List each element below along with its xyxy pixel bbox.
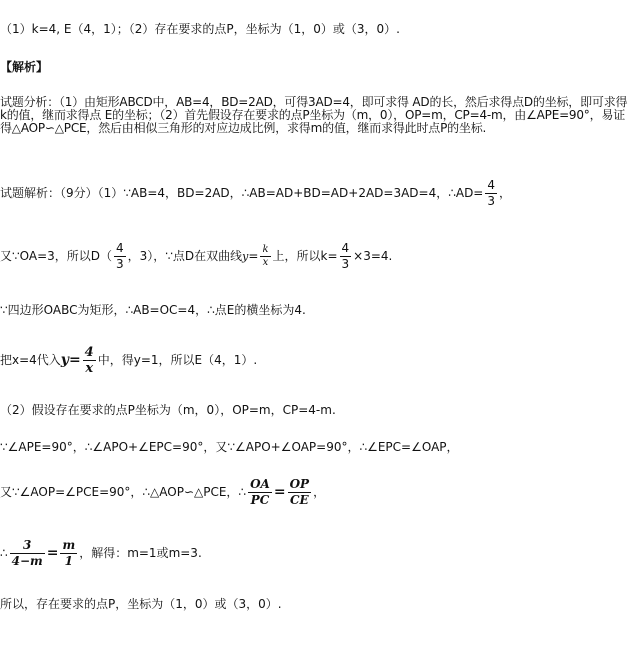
fraction-denominator: 3 bbox=[487, 194, 496, 208]
section-title: 【解析】 bbox=[0, 60, 49, 74]
solution-line-angles: ∵∠APE=90°，∴∠APO+∠EPC=90°，又∵∠APO+∠OAP=90°，∴∠EPC=∠OAP， bbox=[0, 440, 459, 454]
fraction-numerator: 4 bbox=[487, 178, 496, 192]
text-segment: ，解得：m=1或m=3. bbox=[79, 546, 202, 560]
equals-sign: = bbox=[68, 352, 81, 368]
fraction-denominator: CE bbox=[289, 493, 309, 507]
fraction-denominator: PC bbox=[250, 493, 270, 507]
solution-line-d-coord bbox=[0, 241, 392, 272]
fraction-k-over-x bbox=[260, 244, 270, 269]
solution-line-ad bbox=[0, 178, 511, 209]
solution-line-similar bbox=[0, 477, 325, 508]
fraction-numerator: k bbox=[262, 244, 269, 255]
variable-y: y bbox=[60, 352, 69, 368]
fraction-numerator: 4 bbox=[341, 241, 350, 255]
fraction-denominator: x bbox=[85, 361, 94, 376]
fraction-oa-pc bbox=[248, 477, 272, 508]
text-segment: 把x=4代入 bbox=[0, 353, 61, 367]
text-segment: ，3），∵点D在双曲线 bbox=[127, 249, 243, 263]
fraction-denominator: 3 bbox=[341, 257, 350, 271]
text-segment: 中，得y=1，所以E（4，1）. bbox=[97, 353, 258, 367]
text-segment: 上，所以k= bbox=[272, 249, 338, 263]
fraction-numerator: OA bbox=[250, 477, 270, 491]
fraction-four-thirds bbox=[485, 178, 497, 209]
equals-sign: = bbox=[248, 249, 259, 263]
fraction-denominator: 3 bbox=[116, 257, 124, 271]
solution-line-ad-tail: ， bbox=[499, 186, 512, 200]
solution-line-equation bbox=[0, 538, 202, 569]
fraction-numerator: 3 bbox=[10, 538, 45, 554]
variable-y: y bbox=[242, 250, 249, 263]
solution-line-ad-text: 试题解析：（9分）（1）∵AB=4，BD=2AD，∴AB=AD+BD=AD+2AD=3AD=4，∴AD= bbox=[0, 186, 484, 200]
fraction-numerator: m bbox=[62, 538, 76, 552]
text-segment: ， bbox=[313, 485, 326, 499]
fraction-numerator: 4 bbox=[116, 241, 124, 255]
fraction-denominator: 1 bbox=[64, 554, 74, 568]
answer-line: （1）k=4, E（4，1）；（2）存在要求的点P，坐标为（1，0）或（3，0）. bbox=[0, 22, 400, 36]
solution-line-assume-p: （2）假设存在要求的点P坐标为（m，0），OP=m，CP=4-m. bbox=[0, 403, 336, 417]
text-segment: ×3=4. bbox=[353, 249, 393, 263]
text-segment: 又∵OA=3，所以D（ bbox=[0, 249, 113, 263]
conclusion-line: 所以，存在要求的点P，坐标为（1，0）或（3，0）. bbox=[0, 597, 282, 611]
text-segment: ∴ bbox=[0, 546, 8, 560]
fraction-numerator: OP bbox=[289, 477, 310, 491]
equals-sign: = bbox=[46, 545, 59, 561]
fraction-three-over-4-minus-m bbox=[10, 538, 45, 569]
fraction-four-over-x bbox=[83, 345, 96, 376]
fraction-m-over-1 bbox=[60, 538, 77, 569]
fraction-op-ce bbox=[288, 477, 311, 508]
fraction-d-x bbox=[114, 241, 126, 272]
equals-sign: = bbox=[273, 484, 286, 500]
fraction-four-thirds-k bbox=[340, 241, 352, 272]
fraction-numerator: 4 bbox=[84, 345, 94, 360]
solution-line-rectangle: ∵四边形OABC为矩形，∴AB=OC=4，∴点E的横坐标为4. bbox=[0, 303, 306, 317]
text-segment: 又∵∠AOP=∠PCE=90°，∴△AOP∽△PCE，∴ bbox=[0, 485, 247, 499]
solution-line-e-coord bbox=[0, 345, 257, 376]
fraction-denominator: x bbox=[262, 257, 269, 268]
analysis-paragraph: 试题分析：（1）由矩形ABCD中，AB=4，BD=2AD，可得3AD=4，即可求得 AD的长，然后求得点D的坐标，即可求得k的值，继而求得点 E的坐标；（2）首先假设存在要求的点P坐标为（m，0），OP=m，CP=4-m，由∠APE=90°，易证得△AOP∽△PCE，然后由相似三角形的对应边成比例，求得m的值，继而求得此时点P的坐标. bbox=[0, 95, 628, 135]
fraction-denominator: 4−m bbox=[11, 554, 43, 568]
